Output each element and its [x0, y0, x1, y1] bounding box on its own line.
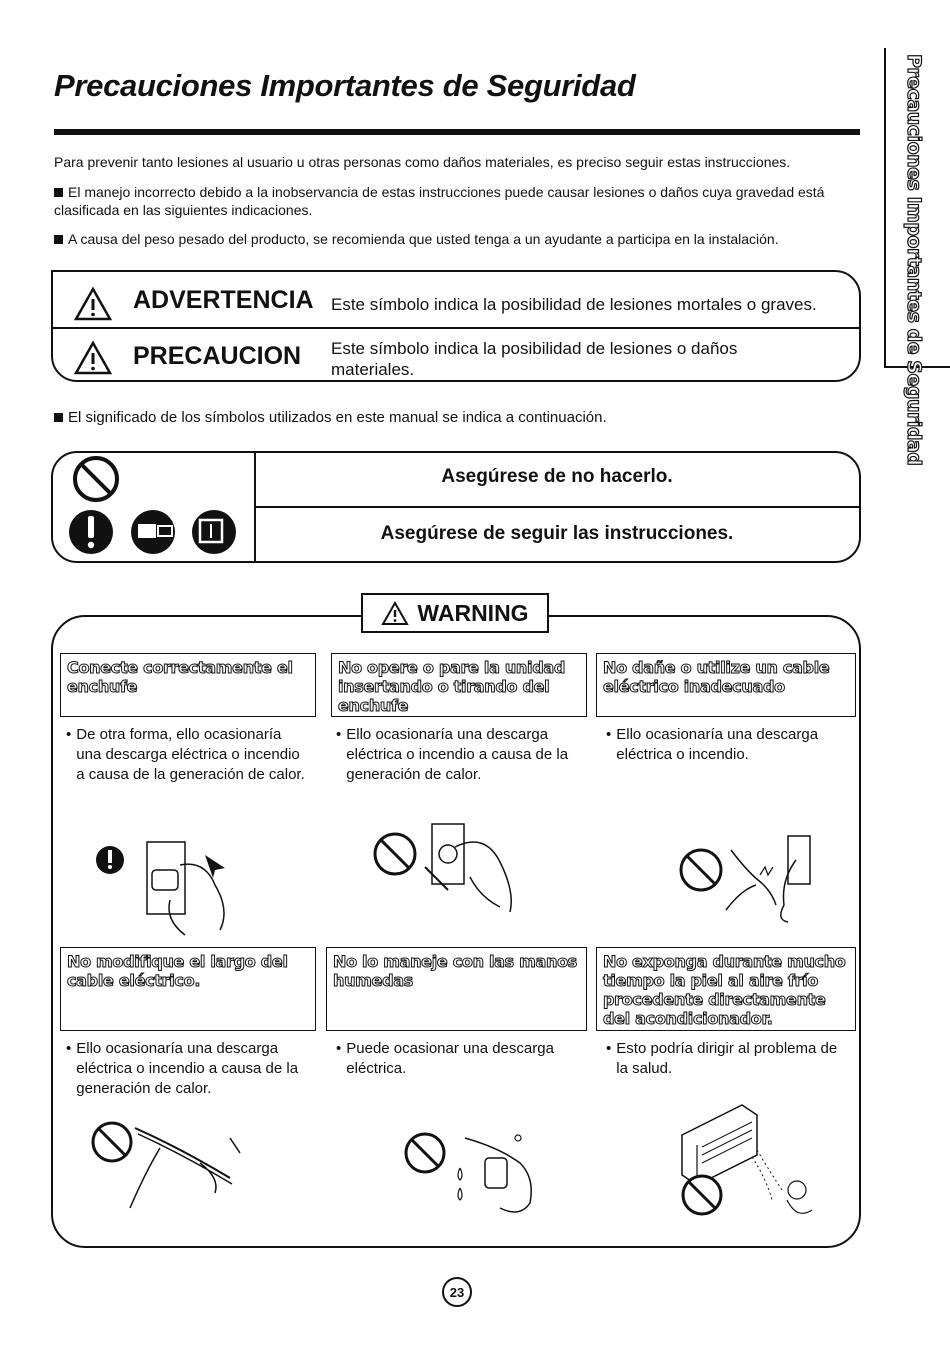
- item-5-text-content: Puede ocasionar una descarga eléctrica.: [346, 1040, 554, 1077]
- symbol-mandatory-text: Asegúrese de seguir las instrucciones.: [380, 523, 734, 544]
- caution-description: Este símbolo indica la posibilidad de lesiones o daños materiales.: [331, 339, 738, 379]
- item-5-heading-box: [326, 947, 587, 1031]
- square-bullet-icon: [54, 413, 63, 422]
- cable-splice-illustration: [90, 1118, 260, 1218]
- plug-pull-illustration: [370, 822, 520, 932]
- side-tab-label: Precauciones Importantes de Seguridad: [903, 54, 925, 466]
- item-2-heading-box: [331, 653, 587, 717]
- intro-line-3-text: A causa del peso pesado del producto, se recomienda que usted tenga a un ayudante a participa en la instalación.: [68, 231, 779, 247]
- mandatory-icons: [66, 506, 246, 558]
- item-3-heading: No dañe o utilize un cable eléctrico inadecuado: [603, 658, 830, 696]
- damaged-cable-illustration: [676, 830, 816, 930]
- cold-air-exposure-illustration: [672, 1095, 822, 1225]
- item-6-heading-box: [596, 947, 856, 1031]
- item-3-text-content: Ello ocasionaría una descarga eléctrica o incendio.: [616, 726, 819, 763]
- ground-icon: [192, 510, 236, 554]
- item-1-text: • De otra forma, ello ocasionaría una descarga eléctrica o incendio a causa de la generación de calor.: [66, 726, 305, 783]
- item-4-heading-box: [60, 947, 316, 1031]
- intro-line-2-text: El manejo incorrecto debido a la inobservancia de estas instrucciones puede causar lesiones o daños cuya gravedad está clasificada en las siguientes indicaciones.: [54, 184, 825, 218]
- item-1-text-content: De otra forma, ello ocasionaría una descarga eléctrica o incendio a causa de la generación de calor.: [76, 726, 305, 783]
- prohibition-icon: [375, 834, 415, 874]
- page-number: 23: [442, 1277, 472, 1307]
- square-bullet-icon: [54, 235, 63, 244]
- signal-divider: [53, 327, 859, 329]
- page-title: Precauciones Importantes de Seguridad: [54, 68, 636, 103]
- item-4-text-content: Ello ocasionaría una descarga eléctrica o incendio a causa de la generación de calor.: [76, 1040, 299, 1097]
- item-4-text: • Ello ocasionaría una descarga eléctrica o incendio a causa de la generación de calor.: [66, 1039, 306, 1099]
- item-6-text: • Esto podría dirigir al problema de la salud.: [606, 1039, 846, 1079]
- prohibition-icon: [406, 1134, 444, 1172]
- item-5-text: • Puede ocasionar una descarga eléctrica.: [336, 1039, 576, 1079]
- exclamation-icon: [96, 846, 124, 874]
- prohibition-icon: [683, 1176, 721, 1214]
- square-bullet-icon: [54, 188, 63, 197]
- item-2-heading: No opere o pare la unidad insertando o tirando del enchufe: [338, 658, 566, 715]
- prohibition-icon: [681, 850, 721, 890]
- prohibition-icon: [93, 1123, 131, 1161]
- side-tab: [884, 48, 950, 466]
- symbols-horizontal-divider: [254, 506, 859, 508]
- caution-label: PRECAUCION: [133, 342, 302, 370]
- prohibition-icon: [70, 455, 122, 503]
- intro-line-2: [54, 183, 864, 219]
- title-rule: [54, 129, 860, 135]
- item-6-heading: No exponga durante mucho tiempo la piel al aire frío procedente directamente del acondicionador.: [603, 952, 846, 1028]
- warning-triangle-icon: [74, 287, 112, 321]
- item-6-text-content: Esto podría dirigir al problema de la salud.: [616, 1040, 838, 1077]
- exclamation-icon: [69, 510, 113, 554]
- air-conditioner-icon: [682, 1105, 757, 1185]
- item-4-heading: No modifique el largo del cable eléctrico.: [67, 952, 288, 990]
- symbols-intro: [54, 409, 607, 426]
- item-1-heading: Conecte correctamente el enchufe: [67, 658, 293, 696]
- unplug-icon: [131, 510, 175, 554]
- intro-line-3: [54, 230, 864, 248]
- warning-triangle-icon: [381, 601, 409, 626]
- item-5-heading: No lo maneje con las manos humedas: [333, 952, 578, 990]
- item-2-text: • Ello ocasionaría una descarga eléctrica o incendio a causa de la generación de calor.: [336, 725, 576, 785]
- symbols-intro-text: El significado de los símbolos utilizados en este manual se indica a continuación.: [68, 409, 607, 426]
- warning-label: ADVERTENCIA: [133, 286, 314, 314]
- item-3-text: • Ello ocasionaría una descarga eléctrica o incendio.: [606, 725, 846, 765]
- warning-tag: [361, 593, 549, 633]
- warning-tag-label: WARNING: [417, 599, 529, 626]
- caution-triangle-icon: [74, 341, 112, 375]
- intro-line-1: Para prevenir tanto lesiones al usuario u otras personas como daños materiales, es preciso seguir estas instrucciones.: [54, 154, 791, 170]
- item-2-text-content: Ello ocasionaría una descarga eléctrica o incendio a causa de la generación de calor.: [346, 726, 569, 783]
- plug-insertion-illustration: [95, 830, 245, 935]
- symbol-prohibit-text: Asegúrese de no hacerlo.: [441, 466, 673, 487]
- item-3-heading-box: [596, 653, 856, 717]
- wet-hands-illustration: [400, 1118, 550, 1228]
- item-1-heading-box: [60, 653, 316, 717]
- warning-description: Este símbolo indica la posibilidad de lesiones mortales o graves.: [331, 295, 817, 314]
